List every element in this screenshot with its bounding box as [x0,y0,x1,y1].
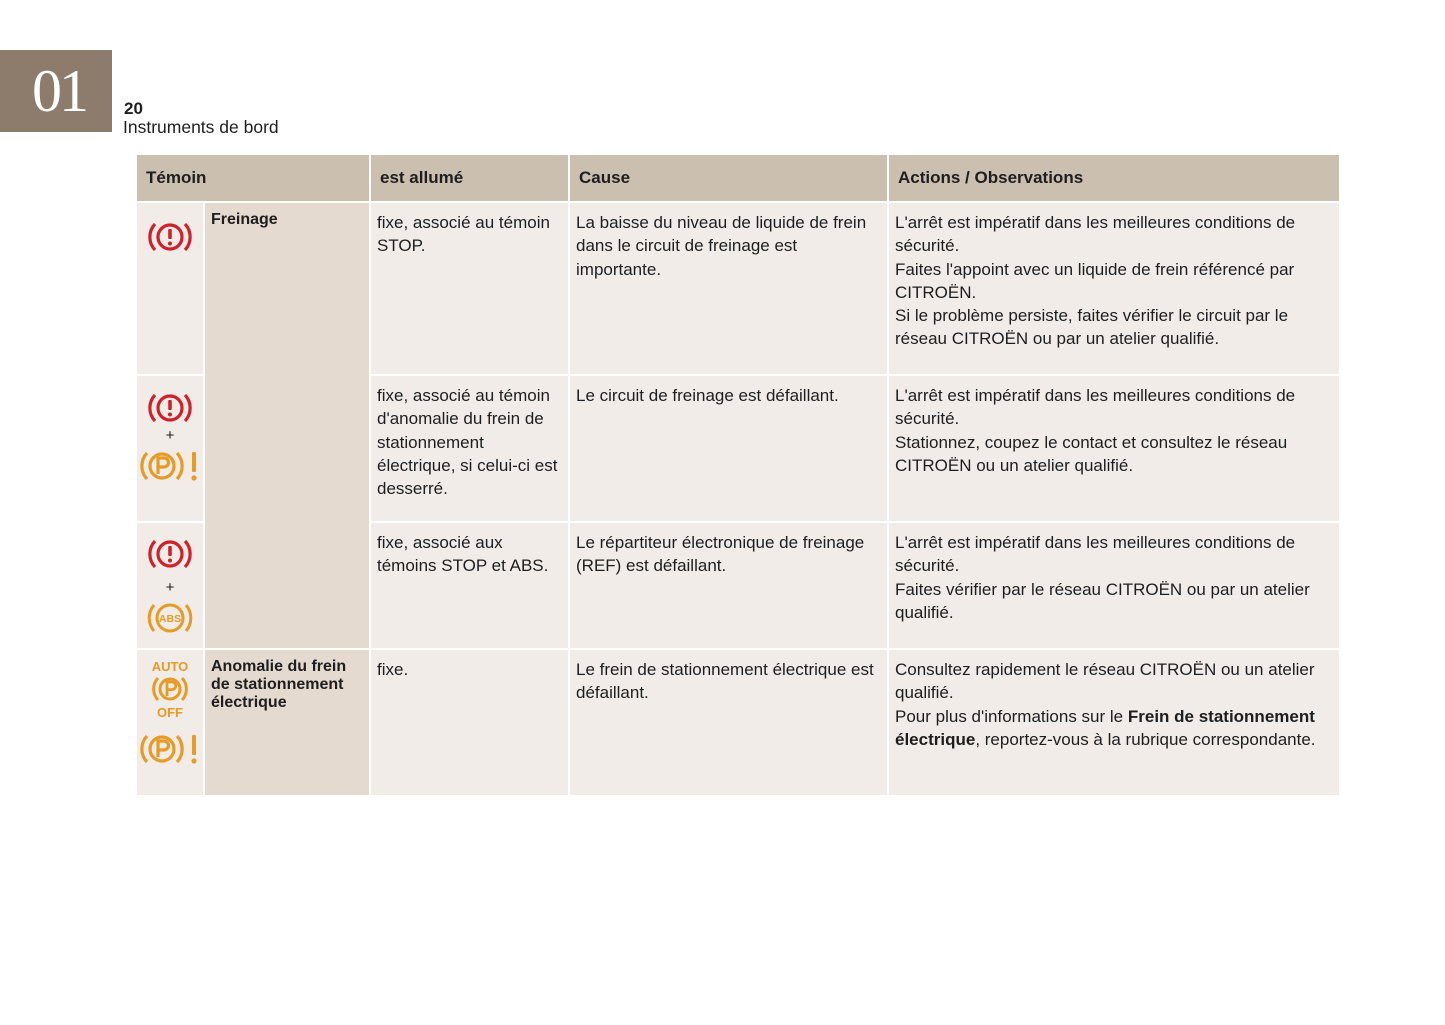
action-line: Stationnez, coupez le contact et consultez le réseau CITROËN ou un atelier qualifié. [895,432,1288,475]
page-number: 20 [124,99,143,118]
parking-brake-fault-icon [139,729,201,769]
header-est-allume: est allumé [371,155,568,201]
action-line: Si le problème persiste, faites vérifier le circuit par le réseau CITROËN ou par un atelier qualifié. [895,306,1289,349]
action-line: Faites l'appoint avec un liquide de frein référencé par CITROËN. [895,259,1295,302]
state-text: fixe, associé aux témoins STOP et ABS. [371,523,568,648]
section-title: Instruments de bord [123,117,279,137]
actions-text [889,203,1339,374]
cause-text: Le répartiteur électronique de freinage (REF) est défaillant. [570,523,887,648]
group-freinage: Freinage [205,203,369,648]
cause-text: La baisse du niveau de liquide de frein dans le circuit de freinage est importante. [570,203,887,374]
group-anomalie: Anomalie du frein de stationnement électrique [205,650,369,795]
brake-warning-icon [146,534,194,574]
action-line [895,705,1333,752]
actions-text [889,650,1339,795]
plus-sign: + [165,579,175,596]
auto-parking-off-icon [145,659,195,721]
chapter-number: 01 [0,50,112,132]
header-actions: Actions / Observations [889,155,1339,201]
auto-label: AUTO [151,659,189,674]
action-line: L'arrêt est impératif dans les meilleures conditions de sécurité. [895,533,1296,576]
brake-warning-icon [146,388,194,428]
off-label: OFF [157,705,183,720]
icon-cell [137,376,203,521]
parking-brake-fault-icon [139,446,201,486]
action-line: Faites vérifier par le réseau CITROËN ou par un atelier qualifié. [895,579,1310,622]
state-text: fixe. [371,650,568,795]
icon-cell [137,523,203,648]
cause-text: Le frein de stationnement électrique est défaillant. [570,650,887,795]
actions-text [889,376,1339,521]
action-line: Consultez rapidement le réseau CITROËN ou un atelier qualifié. [895,660,1315,703]
state-text: fixe, associé au témoin STOP. [371,203,568,374]
action-text: Pour plus d'informations sur le [895,706,1128,726]
abs-icon [146,598,194,638]
icon-cell [137,203,203,374]
action-line: L'arrêt est impératif dans les meilleures conditions de sécurité. [895,213,1296,256]
brake-warning-icon [146,217,194,257]
state-text: fixe, associé au témoin d'anomalie du frein de stationnement électrique, si celui-ci est desserré. [371,376,568,521]
header-temoin: Témoin [137,155,369,201]
cause-text: Le circuit de freinage est défaillant. [570,376,887,521]
plus-sign: + [165,427,175,444]
warning-lights-table [137,155,1335,791]
header-cause: Cause [570,155,887,201]
actions-text [889,523,1339,648]
icon-cell [137,650,203,795]
action-line: L'arrêt est impératif dans les meilleures conditions de sécurité. [895,386,1296,429]
action-bold-reference: Frein de stationnement électrique [895,706,1315,749]
action-text: , reportez-vous à la rubrique correspondante. [975,729,1316,749]
abs-label: ABS [158,613,182,625]
